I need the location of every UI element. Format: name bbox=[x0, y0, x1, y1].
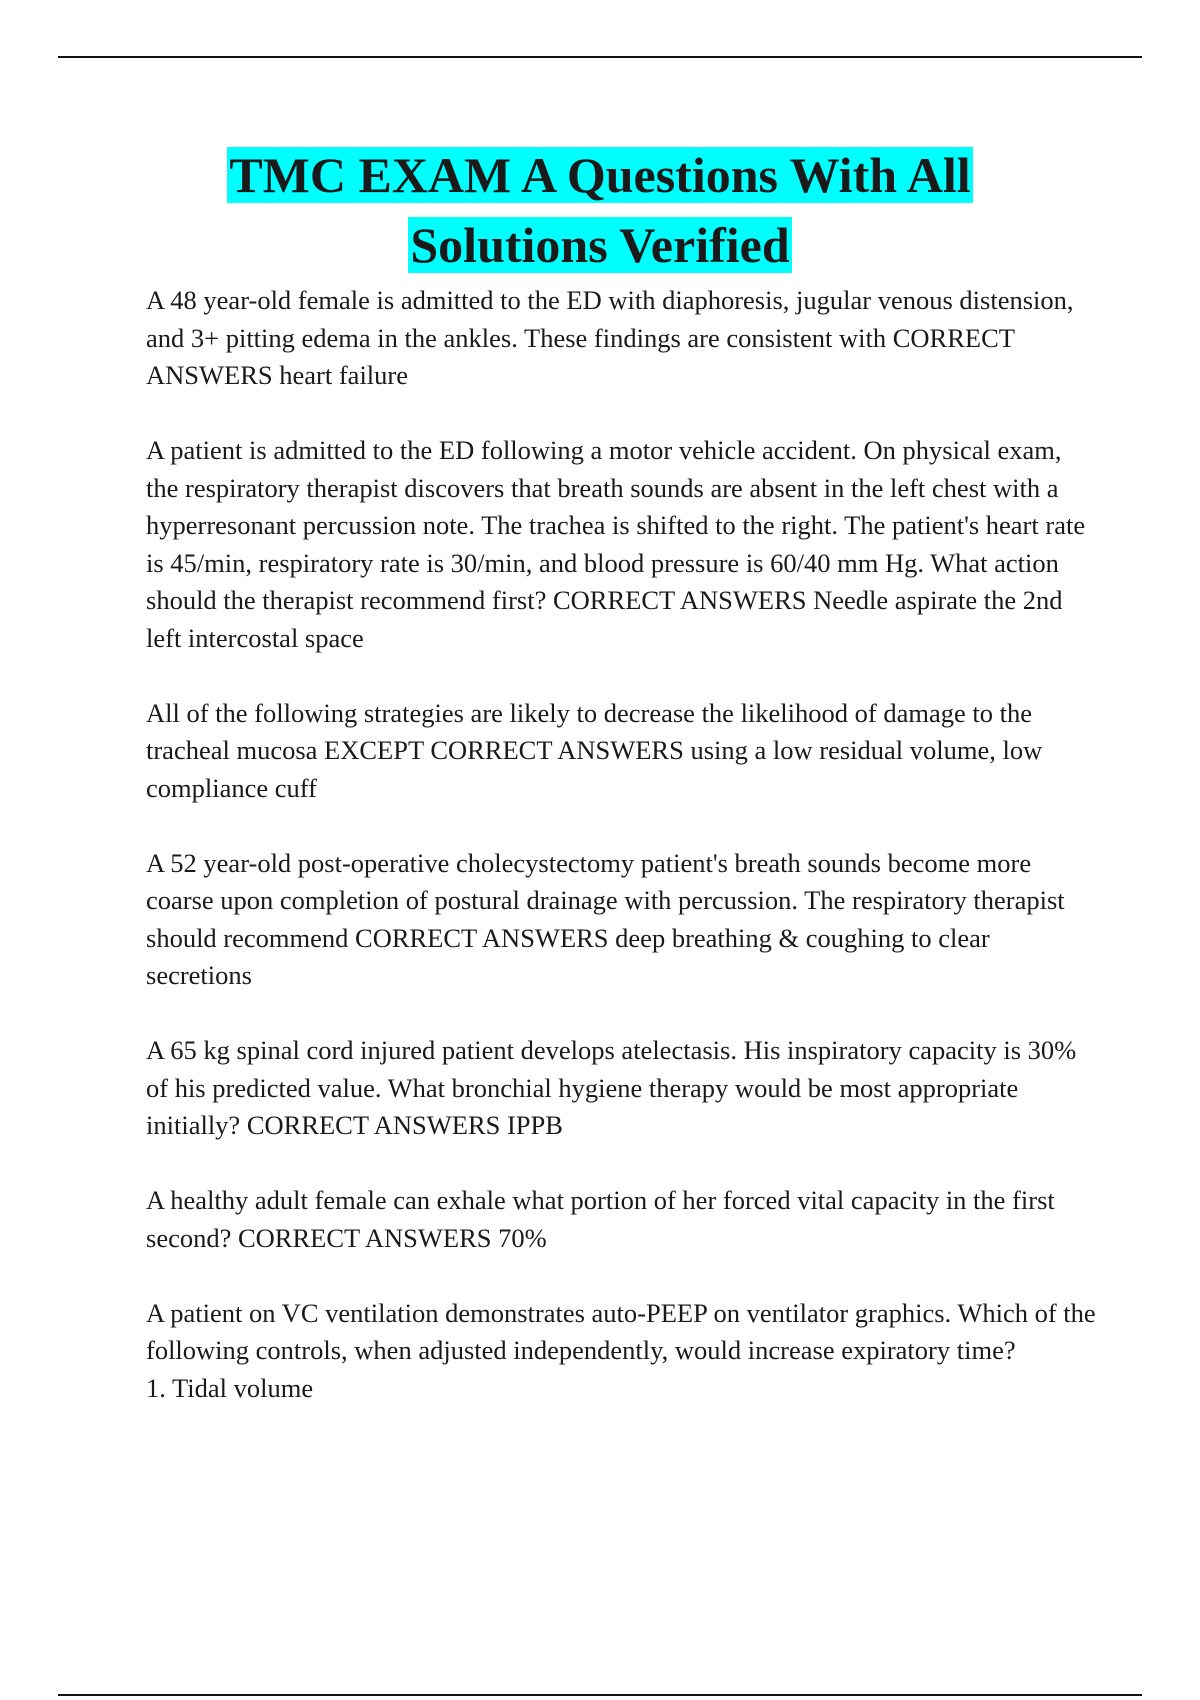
document-title-line-2: Solutions Verified bbox=[410, 217, 790, 273]
qa-item bbox=[146, 432, 1096, 657]
answer-label: CORRECT ANSWERS bbox=[355, 922, 609, 953]
qa-item bbox=[146, 282, 1096, 395]
answer-label: CORRECT ANSWERS bbox=[246, 1110, 501, 1140]
answer-text: heart failure bbox=[279, 360, 409, 390]
document-title bbox=[100, 140, 1100, 280]
answer-text: 70% bbox=[498, 1222, 547, 1253]
question-text: A patient is admitted to the ED following a motor vehicle accident. On physical exam, the respiratory therapist discovers that breath sounds are absent in the left chest with a hyperresonant percussion note. The trachea is shifted to the right. The patient's heart rate is 45/min, respiratory rate is 30/min, and blood pressure is 60/40 mm Hg. What action should the therapist recommend first? bbox=[146, 435, 1086, 615]
bottom-rule bbox=[58, 1694, 1142, 1696]
answer-label: CORRECT ANSWERS bbox=[146, 322, 1015, 390]
qa-item bbox=[146, 845, 1096, 995]
answer-label: CORRECT ANSWERS bbox=[237, 1222, 492, 1253]
qa-item bbox=[146, 1032, 1096, 1145]
question-text: A 52 year-old post-operative cholecystectomy patient's breath sounds become more coarse upon completion of postural drainage with percussion. The respiratory therapist should recommend bbox=[146, 847, 1065, 953]
answer-text: Needle aspirate the 2nd left intercostal space bbox=[146, 585, 1063, 653]
answer-text: using a low residual volume, low compliance cuff bbox=[146, 735, 1043, 803]
document-title-line-1: TMC EXAM A Questions With All bbox=[229, 147, 971, 203]
question-text: A 48 year-old female is admitted to the ED with diaphoresis, jugular venous distension, and 3+ pitting edema in the ankles. These findings are consistent with bbox=[146, 285, 1074, 353]
top-rule bbox=[58, 56, 1142, 58]
answer-text: deep breathing & coughing to clear secretions bbox=[146, 922, 990, 990]
answer-text: IPPB bbox=[506, 1110, 563, 1140]
question-text: All of the following strategies are likely to decrease the likelihood of damage to the tracheal mucosa EXCEPT bbox=[146, 697, 1032, 765]
answer-option: 1. Tidal volume bbox=[146, 1372, 314, 1403]
answer-label: CORRECT ANSWERS bbox=[552, 585, 807, 615]
answer-label: CORRECT ANSWERS bbox=[430, 735, 684, 765]
qa-item bbox=[146, 1182, 1096, 1257]
question-text: A 65 kg spinal cord injured patient develops atelectasis. His inspiratory capacity is 30% of his predicted value. What bronchial hygiene therapy would be most appropriate initially? bbox=[146, 1035, 1077, 1140]
qa-list bbox=[146, 282, 1096, 1407]
qa-item bbox=[146, 695, 1096, 808]
qa-item-partial bbox=[146, 1295, 1096, 1408]
question-text: A healthy adult female can exhale what portion of her forced vital capacity in the first second? bbox=[146, 1185, 1055, 1253]
question-text: A patient on VC ventilation demonstrates auto-PEEP on ventilator graphics. Which of the following controls, when adjusted independently, would increase expiratory time? bbox=[146, 1297, 1096, 1365]
